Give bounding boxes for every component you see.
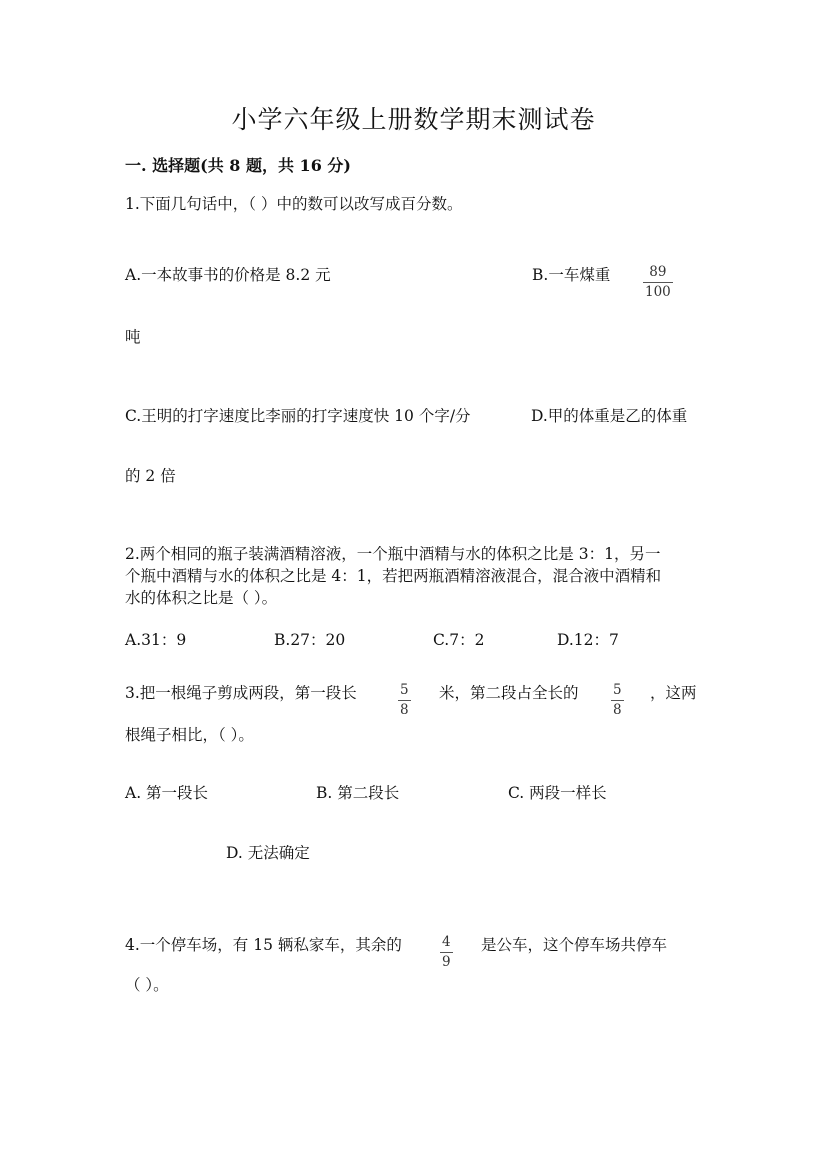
q1-option-b: B.一车煤重 [532,266,611,284]
q3-fraction-length [398,679,411,718]
fraction-denominator: 9 [442,954,451,970]
q2-option-b: B.27：20 [274,631,346,649]
question-4-part-2: 是公车，这个停车场共停车 [481,936,668,954]
q2-option-c: C.7：2 [433,631,485,649]
question-2-line-2: 个瓶中酒精与水的体积之比是 4：1，若把两瓶酒精溶液混合，混合液中酒精和 [125,567,662,585]
q1-option-a: A.一本故事书的价格是 8.2 元 [125,266,331,284]
q3-fraction-share [611,679,624,718]
question-3-part-2: 米，第二段占全长的 [439,684,579,702]
q3-option-b: B. 第二段长 [316,784,400,802]
fraction-numerator: 5 [613,682,622,698]
question-2-line-3: 水的体积之比是（ ）。 [125,589,278,607]
fraction-denominator: 8 [613,702,622,718]
fraction-denominator: 8 [400,702,409,718]
question-3-part-3: ，这两 [650,684,697,702]
fraction-numerator: 5 [400,682,409,698]
question-3-part-1: 3.把一根绳子剪成两段，第一段长 [125,684,357,702]
section-heading-choice: 一. 选择题(共 8 题，共 16 分) [125,156,351,175]
q1-option-b-fraction [643,261,673,300]
question-1-stem: 1.下面几句话中，（ ）中的数可以改写成百分数。 [125,195,463,213]
fraction-numerator: 89 [649,264,667,280]
page-title: 小学六年级上册数学期末测试卷 [231,105,596,134]
q2-option-d: D.12：7 [557,631,619,649]
q1-option-c: C.王明的打字速度比李丽的打字速度快 10 个字/分 [125,407,471,425]
q1-option-d-cont: 的 2 倍 [125,467,176,485]
question-4-line-2: （ ）。 [125,976,169,994]
question-4-part-1: 4.一个停车场，有 15 辆私家车，其余的 [125,936,402,954]
q2-option-a: A.31：9 [125,631,187,649]
q3-option-c: C. 两段一样长 [508,784,607,802]
question-3-line-2: 根绳子相比，（ ）。 [125,726,254,744]
q4-fraction [440,931,453,970]
fraction-denominator: 100 [645,284,671,300]
q3-option-a: A. 第一段长 [125,784,209,802]
q1-option-b-unit: 吨 [125,328,141,346]
q1-option-d: D.甲的体重是乙的体重 [531,407,688,425]
q3-option-d: D. 无法确定 [226,844,310,862]
question-2-line-1: 2.两个相同的瓶子装满酒精溶液，一个瓶中酒精与水的体积之比是 3：1，另一 [125,545,661,563]
fraction-numerator: 4 [442,934,451,950]
